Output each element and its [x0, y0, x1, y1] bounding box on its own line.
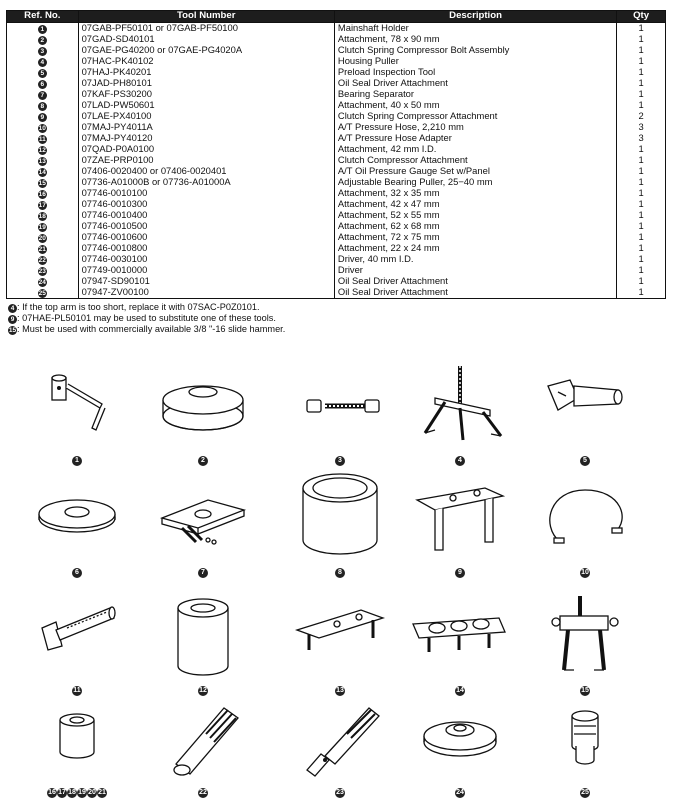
- table-row: [7, 56, 666, 67]
- tool-description: Oil Seal Driver Attachment: [334, 276, 616, 287]
- tool-qty: 1: [617, 188, 666, 199]
- tool-illustration: [22, 358, 132, 468]
- tool-number: 07JAD-PH80101: [78, 78, 334, 89]
- tool-number: 07QAD-P0A0100: [78, 144, 334, 155]
- tool-description: Driver, 40 mm I.D.: [334, 254, 616, 265]
- illustration-ref-badge: 11: [73, 687, 81, 694]
- tool-illustration: [148, 358, 258, 468]
- illustration-label: [530, 786, 640, 798]
- table-row: [7, 23, 666, 35]
- clutch-compressor-icon: [285, 588, 395, 680]
- tool-number: 07746-0010400: [78, 210, 334, 221]
- illustration-ref-badge: 17: [58, 789, 66, 796]
- table-row: [7, 199, 666, 210]
- header-description: Description: [334, 11, 616, 23]
- tool-qty: 1: [617, 89, 666, 100]
- table-row: [7, 287, 666, 299]
- ref-badge: 21: [38, 246, 46, 253]
- bearing-separator-icon: [148, 470, 258, 562]
- illustration-ref-badge: 1: [72, 456, 82, 466]
- tool-description: Driver: [334, 265, 616, 276]
- tool-description: Attachment, 42 x 47 mm: [334, 199, 616, 210]
- ref-number: [7, 56, 79, 67]
- illustration-ref-badge: 5: [580, 456, 590, 466]
- tool-qty: 1: [617, 287, 666, 299]
- note-ref-badge: 9: [8, 315, 17, 324]
- tool-description: A/T Pressure Hose, 2,210 mm: [334, 122, 616, 133]
- tool-illustration: [405, 358, 515, 468]
- tool-illustration: [285, 470, 395, 580]
- notes: [8, 302, 285, 335]
- tool-number: 07746-0010600: [78, 232, 334, 243]
- tool-qty: 1: [617, 276, 666, 287]
- driver-handle-icon: [285, 690, 395, 782]
- tool-number: 07LAD-PW50601: [78, 100, 334, 111]
- tool-description: Attachment, 22 x 24 mm: [334, 243, 616, 254]
- tool-qty: 1: [617, 45, 666, 56]
- small-driver-icon: [530, 690, 640, 782]
- tool-qty: 1: [617, 78, 666, 89]
- tool-number: 07ZAE-PRP0100: [78, 155, 334, 166]
- tool-description: Attachment, 62 x 68 mm: [334, 221, 616, 232]
- illustration-ref-badge: 16: [48, 789, 56, 796]
- header-ref: Ref. No.: [7, 11, 79, 23]
- tool-description: Preload Inspection Tool: [334, 67, 616, 78]
- ref-number: [7, 67, 79, 78]
- tool-qty: 2: [617, 111, 666, 122]
- ref-number: [7, 232, 79, 243]
- tool-illustration: [530, 470, 640, 580]
- illustration-ref-badge: 12: [199, 687, 207, 694]
- table-row: [7, 166, 666, 177]
- tool-number: 07746-0010300: [78, 199, 334, 210]
- cylinder-attachment-icon: [285, 470, 395, 562]
- tool-description: A/T Pressure Hose Adapter: [334, 133, 616, 144]
- tool-qty: 1: [617, 67, 666, 78]
- ref-badge: 19: [38, 224, 46, 231]
- illustration-label: [285, 566, 395, 578]
- tool-illustration: [405, 690, 515, 800]
- illustration-label: [285, 454, 395, 466]
- illustration-label: [405, 454, 515, 466]
- table-row: [7, 276, 666, 287]
- ref-number: [7, 265, 79, 276]
- tool-illustration: [285, 690, 395, 800]
- ref-number: [7, 133, 79, 144]
- illustration-ref-badge: 8: [335, 568, 345, 578]
- illustration-ref-badge: 20: [88, 789, 96, 796]
- table-row: [7, 122, 666, 133]
- tool-qty: 3: [617, 122, 666, 133]
- ref-badge: 12: [38, 147, 46, 154]
- tool-qty: 1: [617, 232, 666, 243]
- compressor-attachment-icon: [405, 470, 515, 562]
- tool-number: 07GAB-PF50101 or 07GAB-PF50100: [78, 23, 334, 35]
- ref-number: [7, 155, 79, 166]
- illustration-ref-badge: 6: [72, 568, 82, 578]
- illustration-ref-badge: 19: [78, 789, 86, 796]
- ref-badge: 6: [38, 80, 47, 89]
- illustration-label: [22, 566, 132, 578]
- tool-description: Attachment, 52 x 55 mm: [334, 210, 616, 221]
- ref-number: [7, 89, 79, 100]
- tool-table: [6, 10, 666, 299]
- tool-qty: 1: [617, 100, 666, 111]
- tool-qty: 1: [617, 23, 666, 35]
- illustration-label: [148, 786, 258, 798]
- illustration-label: [22, 786, 132, 798]
- illustration-ref-badge: 18: [68, 789, 76, 796]
- tool-qty: 1: [617, 34, 666, 45]
- tool-qty: 1: [617, 177, 666, 188]
- tool-description: Attachment, 72 x 75 mm: [334, 232, 616, 243]
- ref-number: [7, 78, 79, 89]
- tool-number: 07947-SD90101: [78, 276, 334, 287]
- note-text: : Must be used with commercially available 3/8 "-16 slide hammer.: [17, 324, 286, 334]
- header-qty: Qty: [617, 11, 666, 23]
- tool-description: Clutch Spring Compressor Attachment: [334, 111, 616, 122]
- table-row: [7, 155, 666, 166]
- ref-badge: 15: [38, 180, 46, 187]
- compressor-bolt-icon: [285, 358, 395, 450]
- tool-description: A/T Oil Pressure Gauge Set w/Panel: [334, 166, 616, 177]
- illustration-label: [148, 454, 258, 466]
- note-ref-badge: 15: [8, 327, 17, 334]
- tool-qty: 1: [617, 254, 666, 265]
- tool-number: 07746-0030100: [78, 254, 334, 265]
- ref-badge: 10: [38, 125, 46, 132]
- tool-description: Oil Seal Driver Attachment: [334, 78, 616, 89]
- illustration-ref-badge: 15: [581, 687, 589, 694]
- tool-illustration: [22, 690, 132, 800]
- illustration-ref-badge: 7: [198, 568, 208, 578]
- ref-badge: 3: [38, 47, 47, 56]
- tool-illustration: [148, 470, 258, 580]
- attachment-disc-icon: [148, 358, 258, 450]
- mainshaft-holder-icon: [22, 358, 132, 450]
- illustration-ref-badge: 22: [199, 789, 207, 796]
- table-row: [7, 67, 666, 78]
- ref-number: [7, 166, 79, 177]
- tool-number: 07947-ZV00100: [78, 287, 334, 299]
- ref-badge: 16: [38, 191, 46, 198]
- housing-puller-icon: [405, 358, 515, 450]
- ref-badge: 5: [38, 69, 47, 78]
- ref-badge: 18: [38, 213, 46, 220]
- tool-number: 07KAF-PS30200: [78, 89, 334, 100]
- illustration-label: [530, 566, 640, 578]
- bearing-puller-icon: [530, 588, 640, 680]
- ref-badge: 9: [38, 113, 47, 122]
- tool-description: Attachment, 32 x 35 mm: [334, 188, 616, 199]
- tool-description: Adjustable Bearing Puller, 25−40 mm: [334, 177, 616, 188]
- header-tool-number: Tool Number: [78, 11, 334, 23]
- ref-number: [7, 177, 79, 188]
- note-text: : If the top arm is too short, replace it with 07SAC-P0Z0101.: [17, 302, 260, 312]
- illustration-ref-badge: 25: [581, 789, 589, 796]
- ref-number: [7, 111, 79, 122]
- tool-qty: 3: [617, 133, 666, 144]
- ref-badge: 23: [38, 268, 46, 275]
- tool-number: 07HAC-PK40102: [78, 56, 334, 67]
- table-row: [7, 254, 666, 265]
- ref-number: [7, 100, 79, 111]
- table-row: [7, 177, 666, 188]
- tool-description: Attachment, 40 x 50 mm: [334, 100, 616, 111]
- tool-number: 07746-0010800: [78, 243, 334, 254]
- tool-number: 07MAJ-PY40120: [78, 133, 334, 144]
- tool-description: Attachment, 42 mm I.D.: [334, 144, 616, 155]
- tool-illustration: [285, 588, 395, 698]
- tool-number: 07GAD-SD40101: [78, 34, 334, 45]
- tool-qty: 1: [617, 221, 666, 232]
- note-line: [8, 302, 285, 313]
- tool-description: Oil Seal Driver Attachment: [334, 287, 616, 299]
- tool-illustration: [405, 470, 515, 580]
- table-row: [7, 133, 666, 144]
- illustration-ref-badge: 21: [98, 789, 106, 796]
- tool-illustration: [530, 690, 640, 800]
- tool-number: 07736-A01000B or 07736-A01000A: [78, 177, 334, 188]
- pressure-hose-icon: [530, 470, 640, 562]
- illustration-label: [405, 786, 515, 798]
- tool-qty: 1: [617, 199, 666, 210]
- tool-number: 07746-0010100: [78, 188, 334, 199]
- ref-badge: 1: [38, 25, 47, 34]
- note-text: : 07HAE-PL50101 may be used to substitute one of these tools.: [17, 313, 276, 323]
- table-header-row: [7, 11, 666, 23]
- note-ref-badge: 4: [8, 304, 17, 313]
- tool-description: Clutch Compressor Attachment: [334, 155, 616, 166]
- ref-number: [7, 210, 79, 221]
- ref-badge: 2: [38, 36, 47, 45]
- ref-number: [7, 243, 79, 254]
- illustration-ref-badge: 9: [455, 568, 465, 578]
- tool-description: Housing Puller: [334, 56, 616, 67]
- tool-illustration: [148, 588, 258, 698]
- tool-qty: 1: [617, 210, 666, 221]
- table-row: [7, 78, 666, 89]
- table-row: [7, 188, 666, 199]
- tool-illustration: [285, 358, 395, 468]
- tool-description: Mainshaft Holder: [334, 23, 616, 35]
- tool-qty: 1: [617, 144, 666, 155]
- ref-number: [7, 45, 79, 56]
- ref-number: [7, 199, 79, 210]
- tool-illustration: [405, 588, 515, 698]
- illustration-label: [22, 454, 132, 466]
- table-row: [7, 100, 666, 111]
- tool-illustration: [22, 588, 132, 698]
- preload-tool-icon: [530, 358, 640, 450]
- illustration-label: [405, 566, 515, 578]
- note-line: [8, 313, 285, 324]
- tool-qty: 1: [617, 56, 666, 67]
- table-row: [7, 232, 666, 243]
- tool-qty: 1: [617, 243, 666, 254]
- seal-driver-disc-icon: [22, 470, 132, 562]
- ref-number: [7, 221, 79, 232]
- ref-number: [7, 254, 79, 265]
- tool-number: 07MAJ-PY4011A: [78, 122, 334, 133]
- ref-badge: 25: [38, 290, 46, 297]
- tool-description: Clutch Spring Compressor Bolt Assembly: [334, 45, 616, 56]
- illustration-label: [530, 454, 640, 466]
- tool-illustration: [22, 470, 132, 580]
- tool-qty: 1: [617, 166, 666, 177]
- tool-number: 07406-0020400 or 07406-0020401: [78, 166, 334, 177]
- gauge-panel-icon: [405, 588, 515, 680]
- illustration-label: [285, 786, 395, 798]
- ref-badge: 4: [38, 58, 47, 67]
- illustration-ref-badge: 3: [335, 456, 345, 466]
- tool-qty: 1: [617, 265, 666, 276]
- small-attachment-icon: [22, 690, 132, 782]
- illustration-ref-badge: 10: [581, 569, 589, 576]
- ref-number: [7, 23, 79, 35]
- illustration-ref-badge: 2: [198, 456, 208, 466]
- table-row: [7, 243, 666, 254]
- illustration-ref-badge: 4: [455, 456, 465, 466]
- ref-badge: 7: [38, 91, 47, 100]
- tool-illustration: [148, 690, 258, 800]
- illustration-ref-badge: 13: [336, 687, 344, 694]
- ref-badge: 22: [38, 257, 46, 264]
- hose-adapter-icon: [22, 588, 132, 680]
- table-row: [7, 111, 666, 122]
- tool-number: 07GAE-PG40200 or 07GAE-PG4020A: [78, 45, 334, 56]
- ref-number: [7, 188, 79, 199]
- table-row: [7, 265, 666, 276]
- seal-driver-flange-icon: [405, 690, 515, 782]
- tool-number: 07746-0010500: [78, 221, 334, 232]
- table-row: [7, 34, 666, 45]
- ref-badge: 20: [38, 235, 46, 242]
- ref-number: [7, 144, 79, 155]
- ref-number: [7, 122, 79, 133]
- table-row: [7, 210, 666, 221]
- tool-illustration: [530, 588, 640, 698]
- table-row: [7, 89, 666, 100]
- tool-qty: 1: [617, 155, 666, 166]
- note-line: [8, 324, 285, 335]
- ref-badge: 14: [38, 169, 46, 176]
- table-row: [7, 144, 666, 155]
- ref-badge: 13: [38, 158, 46, 165]
- driver-tube-icon: [148, 690, 258, 782]
- tool-description: Bearing Separator: [334, 89, 616, 100]
- illustration-ref-badge: 24: [456, 789, 464, 796]
- ref-number: [7, 287, 79, 299]
- tool-number: 07749-0010000: [78, 265, 334, 276]
- ref-number: [7, 34, 79, 45]
- ref-badge: 11: [38, 136, 46, 143]
- ref-badge: 17: [38, 202, 46, 209]
- illustration-label: [148, 566, 258, 578]
- table-row: [7, 221, 666, 232]
- tool-description: Attachment, 78 x 90 mm: [334, 34, 616, 45]
- ref-number: [7, 276, 79, 287]
- tool-illustration: [530, 358, 640, 468]
- illustration-ref-badge: 23: [336, 789, 344, 796]
- table-row: [7, 45, 666, 56]
- small-cylinder-icon: [148, 588, 258, 680]
- tool-number: 07HAJ-PK40201: [78, 67, 334, 78]
- ref-badge: 8: [38, 102, 47, 111]
- tool-number: 07LAE-PX40100: [78, 111, 334, 122]
- illustration-ref-badge: 14: [456, 687, 464, 694]
- ref-badge: 24: [38, 279, 46, 286]
